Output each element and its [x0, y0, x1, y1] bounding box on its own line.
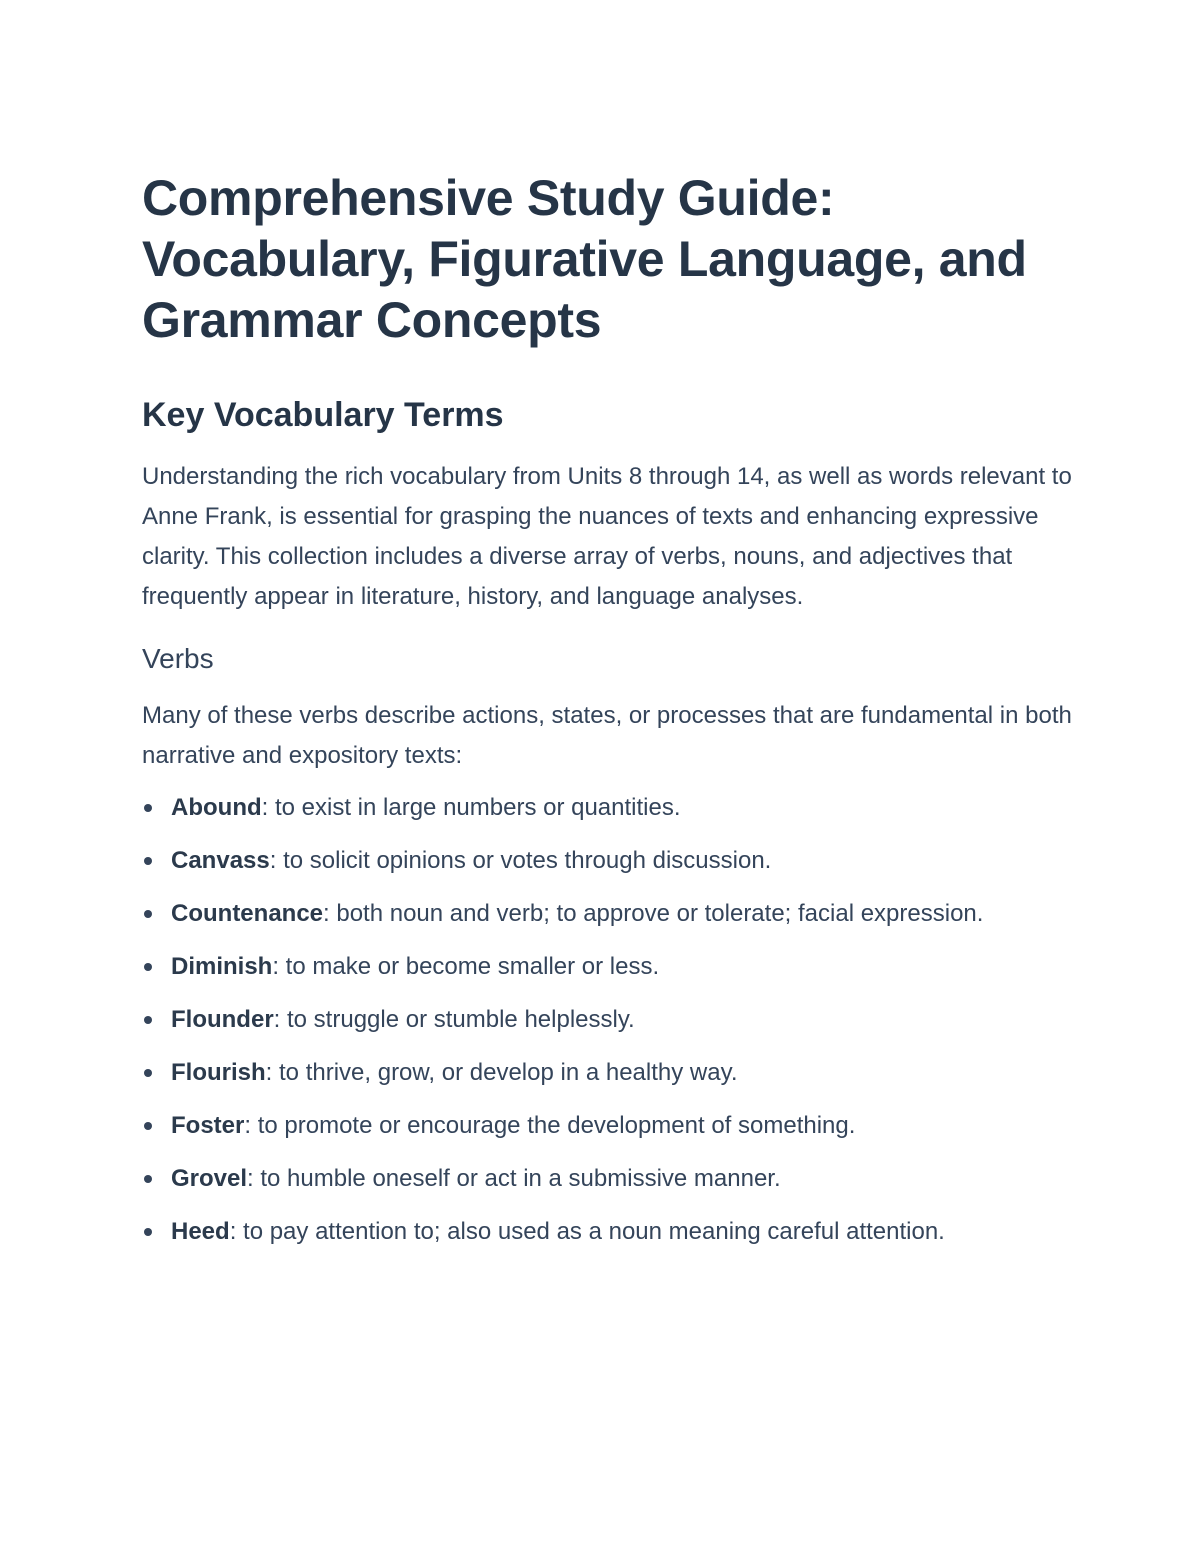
list-item [142, 841, 1072, 881]
term-name: Foster [171, 1112, 245, 1139]
term-separator: : [273, 1006, 281, 1033]
list-item [142, 1159, 1072, 1199]
term-definition: to solicit opinions or votes through discussion. [276, 847, 772, 874]
subsection-heading-verbs: Verbs [142, 643, 214, 674]
list-item [142, 894, 1072, 934]
term-name: Abound [171, 794, 262, 821]
list-item [142, 1053, 1072, 1093]
term-separator: : [272, 953, 280, 980]
term-name: Grovel [171, 1165, 248, 1192]
bullet-icon [144, 804, 152, 812]
term-separator: : [244, 1112, 252, 1139]
document-page [142, 168, 1072, 1265]
term-separator: : [269, 847, 277, 874]
bullet-icon [144, 1228, 152, 1236]
term-name: Countenance [171, 900, 324, 927]
section-heading-key-vocabulary: Key Vocabulary Terms [142, 396, 504, 434]
bullet-icon [144, 963, 152, 971]
term-definition: to pay attention to; also used as a noun meaning careful attention. [236, 1218, 945, 1245]
term-separator: : [261, 794, 269, 821]
term-name: Flounder [171, 1006, 274, 1033]
bullet-icon [144, 910, 152, 918]
term-definition: both noun and verb; to approve or tolerate; facial expression. [329, 900, 984, 927]
bullet-icon [144, 1069, 152, 1077]
section-intro-paragraph: Understanding the rich vocabulary from Units 8 through 14, as well as words relevant to Anne Frank, is essential for grasping the nuances of texts and enhancing expressive clarity. This collection includes a diverse array of verbs, nouns, and adjectives that frequently appear in literature, history, and language analyses. [142, 463, 1072, 610]
document-title: Comprehensive Study Guide: Vocabulary, Figurative Language, and Grammar Concepts [142, 170, 1027, 348]
list-item [142, 788, 1072, 828]
bullet-icon [144, 1016, 152, 1024]
term-separator: : [247, 1165, 254, 1192]
list-item [142, 1000, 1072, 1040]
bullet-icon [144, 1175, 152, 1183]
verbs-list [142, 788, 1072, 1252]
list-item [142, 947, 1072, 987]
term-name: Canvass [171, 847, 270, 874]
term-definition: to thrive, grow, or develop in a healthy way. [272, 1059, 738, 1086]
term-name: Flourish [171, 1059, 266, 1086]
list-item [142, 1212, 1072, 1252]
term-separator: : [229, 1218, 237, 1245]
term-definition: to struggle or stumble helplessly. [280, 1006, 635, 1033]
term-name: Diminish [171, 953, 273, 980]
term-separator: : [323, 900, 330, 927]
term-definition: to exist in large numbers or quantities. [268, 794, 681, 821]
bullet-icon [144, 857, 152, 865]
term-definition: to promote or encourage the development of something. [251, 1112, 856, 1139]
term-name: Heed [171, 1218, 230, 1245]
bullet-icon [144, 1122, 152, 1130]
term-definition: to make or become smaller or less. [279, 953, 660, 980]
list-item [142, 1106, 1072, 1146]
verbs-lead-paragraph: Many of these verbs describe actions, states, or processes that are fundamental in both narrative and expository texts: [142, 702, 1072, 769]
term-separator: : [265, 1059, 273, 1086]
term-definition: to humble oneself or act in a submissive manner. [253, 1165, 781, 1192]
